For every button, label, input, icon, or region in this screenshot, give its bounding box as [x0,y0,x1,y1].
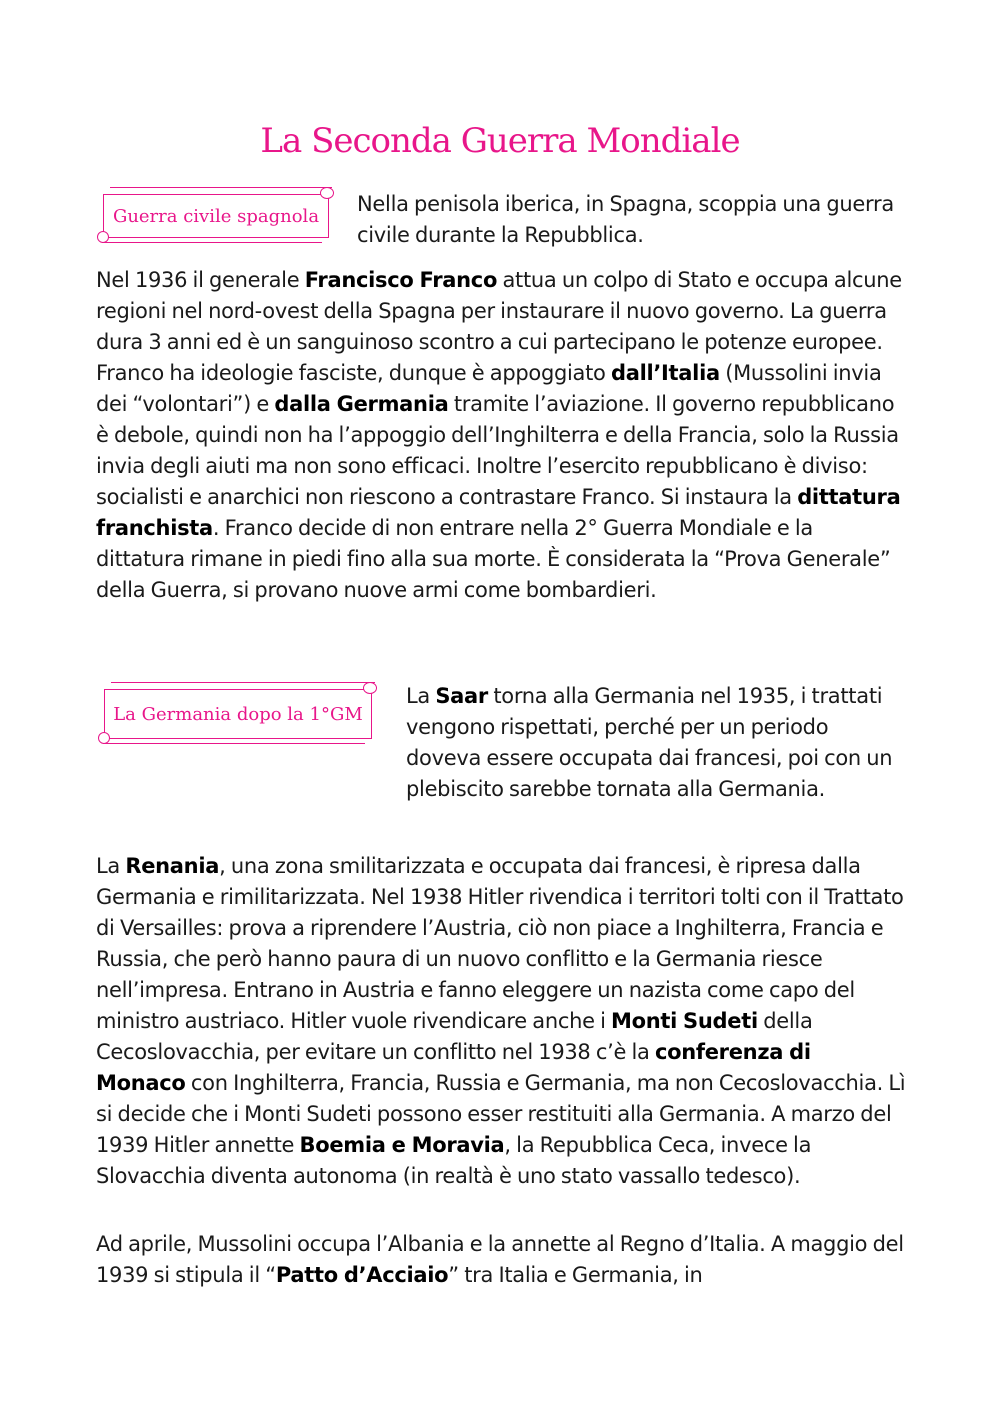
bold-term: Saar [435,684,488,708]
text-run: (Mussolini invia dei “volontari”) e [96,361,882,416]
text-run: , la Repubblica Ceca, invece la Slovacchia diventa autonoma (in realtà è uno stato vassallo tedesco). [96,1133,812,1188]
scroll-curl-icon [320,187,334,199]
text-run: della Cecoslovacchia, per evitare un conflitto nel 1938 c’è la [96,1009,813,1064]
scroll-curl-icon [98,732,110,744]
section-label-germany-after-ww1 [104,689,372,739]
bold-term: Patto d’Acciaio [275,1263,449,1287]
bold-term: conferenza di Monaco [96,1040,811,1095]
bold-term: Renania [125,854,220,878]
spain-paragraph [96,265,906,606]
text-run: ” tra Italia e Germania, in [448,1263,703,1287]
text-run: Nel 1936 il generale [96,268,305,292]
scroll-decoration [110,187,332,188]
section-label-text: La Germania dopo la 1°GM [113,703,363,725]
scroll-curl-icon [97,231,109,243]
section-label-text: Guerra civile spagnola [112,205,320,227]
text-run: Ad aprile, Mussolini occupa l’Albania e la annette al Regno d’Italia. A maggio del 1939 si stipula il “ [96,1232,904,1287]
germany-intro [406,681,906,805]
spain-intro: Nella penisola iberica, in Spagna, scoppia una guerra civile durante la Repubblica. [357,192,894,247]
scroll-decoration [102,242,322,243]
text-run: torna alla Germania nel 1935, i trattati vengono rispettati, perché per un periodo doveva essere occupata dai francesi, poi con un plebiscito sarebbe tornata alla Germania. [406,684,893,801]
bold-term: Francisco Franco [304,268,498,292]
bold-term: dall’Italia [610,361,720,385]
albania-paragraph [96,1229,906,1291]
page-title: La Seconda Guerra Mondiale [260,121,740,161]
text-run: , una zona smilitarizzata e occupata dai francesi, è ripresa dalla Germania e rimilitarizzata. Nel 1938 Hitler rivendica i territori tolti con il Trattato di Versailles: prova a riprendere l’Austria, ciò non piace a Inghilterra, Francia e Russia, che però hanno paura di un nuovo conflitto e la Germania riesce nell’impresa. Entrano in Austria e fanno eleggere un nazista come capo del ministro austriaco. Hitler vuole rivendicare anche i [96,854,904,1033]
text-run: La [406,684,436,708]
scroll-decoration [103,743,365,744]
scroll-decoration [111,682,375,683]
bold-term: dalla Germania [274,392,449,416]
text-run: attua un colpo di Stato e occupa alcune regioni nel nord-ovest della Spagna per instaurare il nuovo governo. La guerra dura 3 anni ed è un sanguinoso scontro a cui partecipano le potenze europee. Franco ha ideologie fasciste, dunque è appoggiato [96,268,902,385]
germany-paragraph [96,851,906,1192]
bold-term: Boemia e Moravia [299,1133,505,1157]
bold-term: Monti Sudeti [611,1009,758,1033]
bold-term: dittatura franchista [96,485,901,540]
section-label-spanish-civil-war [103,194,329,238]
scroll-curl-icon [363,682,377,694]
text-run: La [96,854,126,878]
text-run: con Inghilterra, Francia, Russia e Germania, ma non Cecoslovacchia. Lì si decide che i Monti Sudeti possono esser restituiti alla Germania. A marzo del 1939 Hitler annette [96,1071,906,1157]
text-run: tramite l’aviazione. Il governo repubblicano è debole, quindi non ha l’appoggio dell’Inghilterra e della Francia, solo la Russia invia degli aiuti ma non sono efficaci. Inoltre l’esercito repubblicano è diviso: socialisti e anarchici non riescono a contrastare Franco. Si instaura la [96,392,899,509]
text-run: . Franco decide di non entrare nella 2° Guerra Mondiale e la dittatura rimane in piedi fino alla sua morte. È considerata la “Prova Generale” della Guerra, si provano nuove armi come bombardieri. [96,516,891,602]
